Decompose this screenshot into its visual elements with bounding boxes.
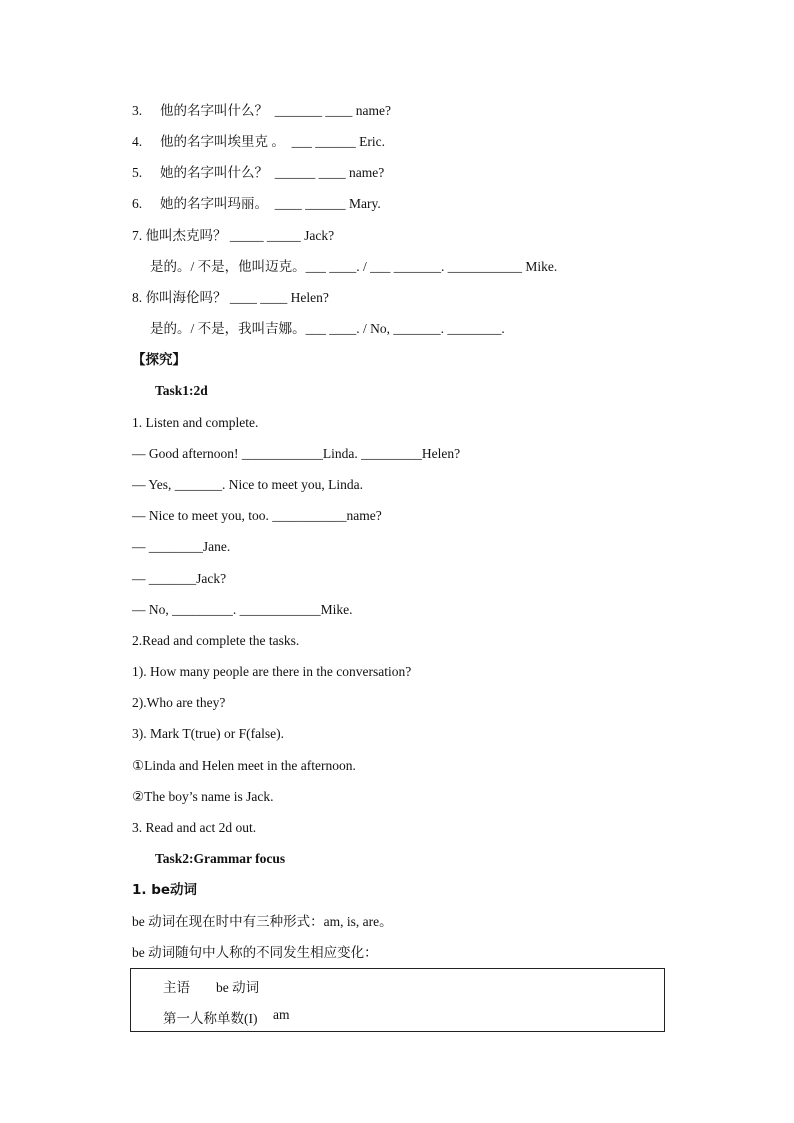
table-header-subject: 主语 xyxy=(163,980,190,995)
practice-item-7-answer: 是的。/ 不是，他叫迈克。___ ____. / ___ _______. ___________ Mike. xyxy=(150,259,558,274)
item-number: 3. xyxy=(132,103,143,118)
task1-item1: 1. Listen and complete. xyxy=(132,415,259,430)
item-english: _______ ____ name? xyxy=(274,103,391,118)
task2-title: Task2:Grammar focus xyxy=(155,851,286,866)
item-english: _____ _____ Jack? xyxy=(229,228,335,243)
task1-item2: 2.Read and complete the tasks. xyxy=(132,633,300,648)
item-english: ___ ______ Eric. xyxy=(291,134,385,149)
item-chinese: 他的名字叫什么？ xyxy=(160,103,268,118)
item-number: 5. xyxy=(132,165,143,180)
grammar-paragraph-2: be 动词随句中人称的不同发生相应变化： xyxy=(132,945,378,960)
table-cell-verb: am xyxy=(273,1007,290,1022)
grammar-paragraph-1: be 动词在现在时中有三种形式：am, is, are。 xyxy=(132,914,393,929)
dialogue-line: — _______Jack? xyxy=(132,571,227,586)
item-chinese: 他的名字叫埃里克 。 xyxy=(160,134,285,149)
table-header-be-verb: be 动词 xyxy=(216,980,260,995)
practice-item-4 xyxy=(132,133,385,151)
statement-1: ①Linda and Helen meet in the afternoon. xyxy=(132,758,356,773)
task1-sub2: 2).Who are they? xyxy=(132,695,226,710)
item-chinese: 她的名字叫玛丽。 xyxy=(160,196,268,211)
practice-item-6 xyxy=(132,195,381,213)
be-verb-table xyxy=(130,968,665,1032)
dialogue-line: — Nice to meet you, too. ___________name? xyxy=(132,508,382,523)
item-chinese: 8. 你叫海伦吗？ xyxy=(132,290,227,305)
table-cell-subject: 第一人称单数(I) xyxy=(163,1011,258,1026)
practice-item-5 xyxy=(132,164,384,182)
item-english: ______ ____ name? xyxy=(274,165,385,180)
practice-item-8-answer: 是的。/ 不是，我叫吉娜。___ ____. / No, _______. ________. xyxy=(150,321,505,336)
task1-item3: 3. Read and act 2d out. xyxy=(132,820,257,835)
task1-sub3: 3). Mark T(true) or F(false). xyxy=(132,726,284,741)
practice-item-8 xyxy=(132,289,329,307)
item-chinese: 她的名字叫什么？ xyxy=(160,165,268,180)
item-number: 6. xyxy=(132,196,143,211)
practice-item-7 xyxy=(132,227,334,245)
dialogue-line: — Good afternoon! ____________Linda. _________Helen? xyxy=(132,446,461,461)
dialogue-line: — ________Jane. xyxy=(132,539,231,554)
task1-sub1: 1). How many people are there in the conversation? xyxy=(132,664,412,679)
explore-heading: 【探究】 xyxy=(132,352,186,368)
item-english: ____ ______ Mary. xyxy=(274,196,381,211)
practice-item-3 xyxy=(132,102,391,120)
item-chinese: 7. 他叫杰克吗？ xyxy=(132,228,227,243)
task1-title: Task1:2d xyxy=(155,383,208,398)
grammar-section-1: 1. be动词 xyxy=(132,882,198,898)
dialogue-line: — Yes, _______. Nice to meet you, Linda. xyxy=(132,477,363,492)
dialogue-line: — No, _________. ____________Mike. xyxy=(132,602,353,617)
item-number: 4. xyxy=(132,134,143,149)
item-english: ____ ____ Helen? xyxy=(229,290,329,305)
statement-2: ②The boy’s name is Jack. xyxy=(132,789,274,804)
